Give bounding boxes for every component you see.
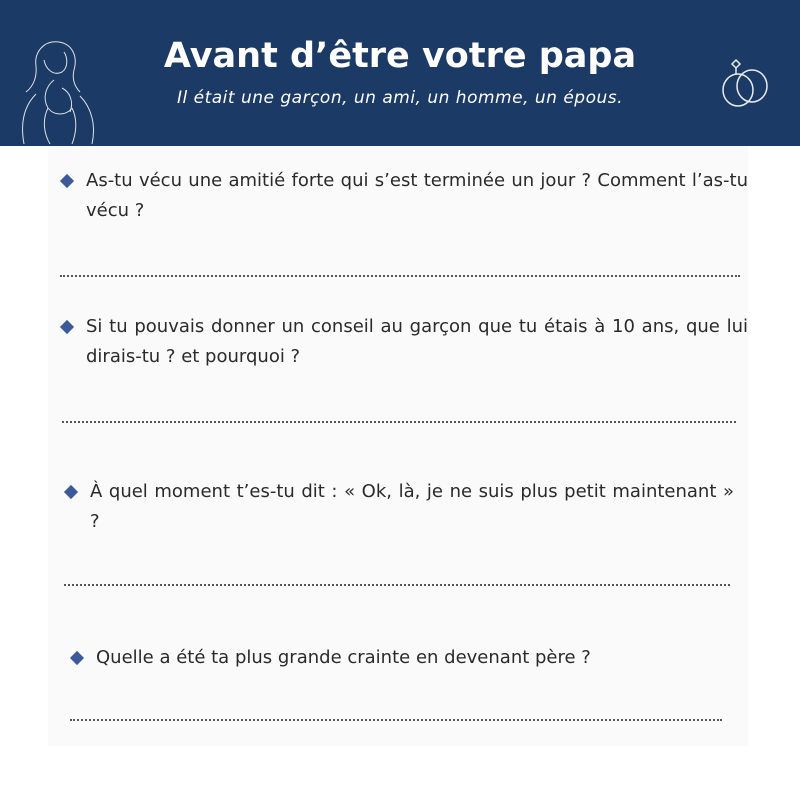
- question-text: As-tu vécu une amitié forte qui s’est terminée un jour ? Comment l’as-tu vécu ?: [86, 170, 748, 221]
- question-item: [58, 166, 748, 226]
- answer-line[interactable]: [70, 719, 722, 721]
- question-item: [62, 477, 734, 537]
- diamond-bullet-icon: [64, 485, 78, 499]
- diamond-bullet-icon: [70, 651, 84, 665]
- answer-line[interactable]: [64, 584, 730, 586]
- page-subtitle: Il était une garçon, un ami, un homme, un épous.: [176, 88, 624, 108]
- page-title: Avant d’être votre papa: [163, 36, 637, 76]
- question-item: [58, 312, 748, 372]
- question-text: À quel moment t’es-tu dit : « Ok, là, je ne suis plus petit maintenant » ?: [90, 481, 734, 532]
- diamond-bullet-icon: [60, 320, 74, 334]
- answer-line[interactable]: [62, 421, 736, 423]
- wedding-rings-icon: [716, 56, 776, 112]
- question-item: [68, 643, 738, 673]
- question-text: Si tu pouvais donner un conseil au garçon que tu étais à 10 ans, que lui dirais-tu ? et pourquoi ?: [86, 316, 748, 367]
- header-banner: [0, 0, 800, 146]
- diamond-bullet-icon: [60, 174, 74, 188]
- answer-line[interactable]: [60, 275, 740, 277]
- question-text: Quelle a été ta plus grande crainte en devenant père ?: [96, 647, 591, 668]
